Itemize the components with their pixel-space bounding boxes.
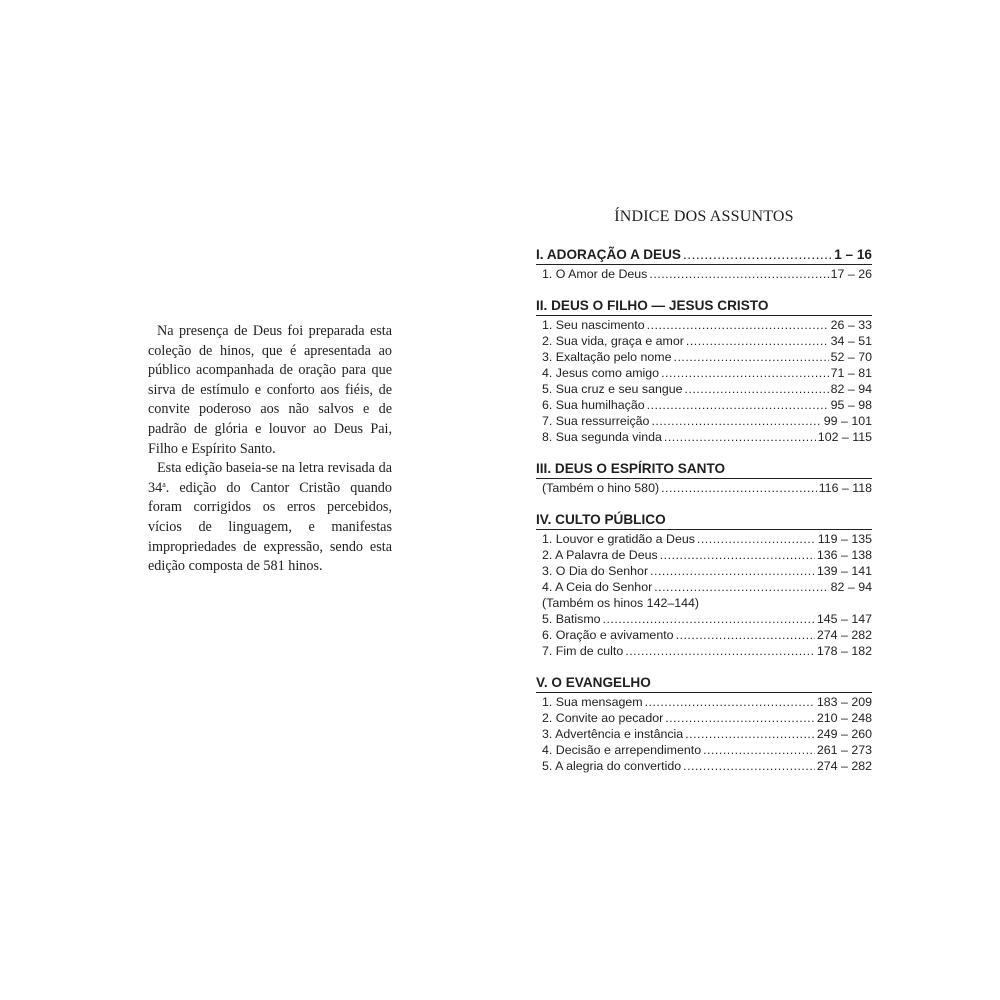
toc-entry-label: 1. Sua mensagem: [542, 695, 643, 709]
dot-leader: [654, 579, 828, 595]
dot-leader: [647, 317, 829, 333]
section-page-range: 1 – 16: [834, 247, 872, 262]
toc-section-heading: [536, 297, 872, 316]
toc-entry-label: 7. Fim de culto: [542, 644, 624, 658]
dot-leader: [603, 611, 815, 627]
dot-leader: [686, 333, 829, 349]
toc-section-heading: [536, 511, 872, 530]
toc-section: [536, 460, 872, 496]
toc-entry-label: 4. Decisão e arrependimento: [542, 743, 702, 757]
toc-entry-page-range: 136 – 138: [816, 548, 872, 562]
preface-p2-end: . edição do Cantor Cristão quando foram corrigidos os erros percebidos, vícios de linguagem, e manifestas impropriedades de expressão, sendo esta edição composta de 581 hinos.: [148, 479, 392, 575]
toc-section: [536, 511, 872, 659]
toc-entry: [536, 429, 872, 445]
preface-paragraph-1: Na presença de Deus foi preparada esta coleção de hinos, que é apresentada ao público acompanhada de oração para que sirva de estímulo e conforto aos fiéis, de convite poderoso aos não salvos e de padrão de glória e louvor ao Deus Pai, Filho e Espírito Santo.: [148, 323, 392, 457]
ordinal-superscript: a: [162, 479, 166, 489]
toc-section: [536, 297, 872, 445]
toc-entry-page-range: 34 – 51: [830, 334, 872, 348]
toc-entry-page-range: 26 – 33: [830, 318, 872, 332]
toc-entry: [536, 397, 872, 413]
toc-entry-page-range: 116 – 118: [818, 481, 872, 495]
dot-leader: [651, 413, 821, 429]
toc-entry-label: 2. A Palavra de Deus: [542, 548, 658, 562]
dot-leader: [650, 563, 815, 579]
toc-entry-page-range: 99 – 101: [823, 414, 872, 428]
toc-entry-label: 7. Sua ressurreição: [542, 414, 650, 428]
toc-note: (Também os hinos 142–144): [542, 596, 700, 610]
section-heading-label: III. DEUS O ESPÍRITO SANTO: [536, 461, 726, 476]
toc-entry: [536, 579, 872, 595]
toc-entry-label: 1. Louvor e gratidão a Deus: [542, 532, 695, 546]
dot-leader: [676, 627, 815, 643]
toc-entry: [536, 365, 872, 381]
toc-entry-label: 3. Exaltação pelo nome: [542, 350, 672, 364]
toc-entry: [536, 317, 872, 333]
toc-entry-page-range: 274 – 282: [816, 759, 872, 773]
toc-entry: [536, 611, 872, 627]
preface-p2-start: Esta edição baseia-se na letra revisada da 34: [148, 460, 392, 496]
toc-entry-page-range: 249 – 260: [816, 727, 872, 741]
toc-entry-page-range: 261 – 273: [816, 743, 872, 757]
toc-entry-label: 8. Sua segunda vinda: [542, 430, 662, 444]
dot-leader: [685, 381, 829, 397]
dot-leader: [683, 758, 815, 774]
toc-entry-page-range: 95 – 98: [830, 398, 872, 412]
toc-entry-page-range: 178 – 182: [816, 644, 872, 658]
toc-entry-label: 2. Convite ao pecador: [542, 711, 664, 725]
toc-entry: [536, 710, 872, 726]
toc-entry: [536, 480, 872, 496]
dot-leader: [661, 480, 817, 496]
toc-entry: [536, 563, 872, 579]
toc-section: [536, 674, 872, 774]
dot-leader: [685, 726, 815, 742]
dot-leader: [660, 547, 815, 563]
toc-entry: [536, 627, 872, 643]
toc-entry: [536, 531, 872, 547]
toc-entry-label: 6. Oração e avivamento: [542, 628, 674, 642]
dot-leader: [674, 349, 829, 365]
toc-entry-label: (Também o hino 580): [542, 481, 660, 495]
toc-entry-page-range: 119 – 135: [817, 532, 872, 546]
toc-title: ÍNDICE DOS ASSUNTOS: [614, 208, 794, 225]
dot-leader: [665, 710, 815, 726]
toc-entry-page-range: 82 – 94: [830, 580, 872, 594]
toc-entry-page-range: 183 – 209: [816, 695, 872, 709]
toc-entry-page-range: 71 – 81: [830, 366, 872, 380]
section-heading-label: I. ADORAÇÃO A DEUS: [536, 247, 682, 262]
toc-entry-label: 4. A Ceia do Senhor: [542, 580, 653, 594]
toc-entry-label: 1. O Amor de Deus: [542, 267, 648, 281]
dot-leader: [661, 365, 829, 381]
toc-entry-label: 3. Advertência e instância: [542, 727, 684, 741]
toc-section-heading: [536, 460, 872, 479]
toc-entry-page-range: 274 – 282: [816, 628, 872, 642]
section-heading-label: II. DEUS O FILHO — JESUS CRISTO: [536, 298, 769, 313]
toc-entry-label: 5. Batismo: [542, 612, 601, 626]
dot-leader: [703, 742, 815, 758]
toc-entry: [536, 413, 872, 429]
toc-entry-page-range: 210 – 248: [816, 711, 872, 725]
toc-entry-page-range: 82 – 94: [830, 382, 872, 396]
toc-entry: [536, 381, 872, 397]
toc-entry-page-range: 139 – 141: [816, 564, 872, 578]
section-heading-label: IV. CULTO PÚBLICO: [536, 512, 666, 527]
toc-entry: [536, 726, 872, 742]
toc-entry: [536, 742, 872, 758]
toc-entry-label: 5. A alegria do convertido: [542, 759, 682, 773]
dot-leader: [697, 531, 816, 547]
dot-leader: [645, 694, 815, 710]
preface: [148, 322, 392, 577]
toc-entry-page-range: 102 – 115: [817, 430, 872, 444]
dot-leader: [625, 643, 815, 659]
toc-entry-label: 4. Jesus como amigo: [542, 366, 660, 380]
toc-section-heading: [536, 246, 872, 265]
section-heading-label: V. O EVANGELHO: [536, 675, 651, 690]
dot-leader: [664, 429, 816, 445]
toc-entry-page-range: 17 – 26: [830, 267, 872, 281]
toc-entry-page-range: 52 – 70: [830, 350, 872, 364]
toc-entry: [536, 333, 872, 349]
toc-entry-label: 2. Sua vida, graça e amor: [542, 334, 684, 348]
toc-entry: [536, 547, 872, 563]
table-of-contents: [536, 246, 872, 789]
toc-entry: [536, 349, 872, 365]
toc-entry: [536, 694, 872, 710]
toc-section: [536, 246, 872, 282]
toc-entry: [536, 758, 872, 774]
dot-leader: [649, 266, 828, 282]
toc-entry-label: 6. Sua humilhação: [542, 398, 645, 412]
toc-entry-label: 5. Sua cruz e seu sangue: [542, 382, 683, 396]
toc-entry-label: 1. Seu nascimento: [542, 318, 645, 332]
preface-paragraph-2: [148, 459, 392, 577]
dot-leader: [647, 397, 829, 413]
toc-section-heading: [536, 674, 872, 693]
toc-entry-label: 3. O Dia do Senhor: [542, 564, 649, 578]
dot-leader: [683, 246, 832, 263]
toc-entry: [536, 643, 872, 659]
toc-entry: [536, 266, 872, 282]
toc-entry-page-range: 145 – 147: [816, 612, 872, 626]
